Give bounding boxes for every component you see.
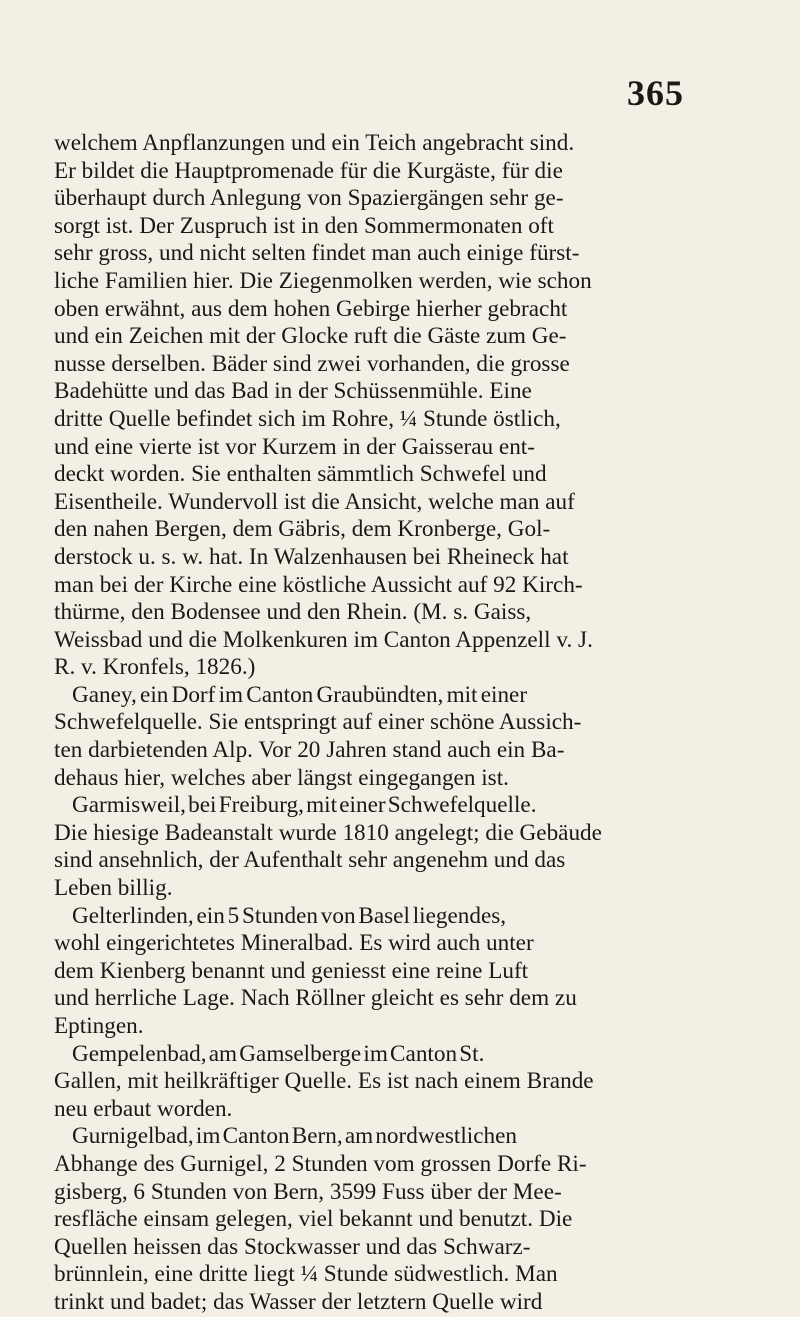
text-line: dritte Quelle befindet sich im Rohre, ¼ Stunde östlich,: [54, 405, 561, 432]
text-line: sehr gross, und nicht selten findet man auch einige fürst-: [54, 240, 580, 267]
text-line: Die hiesige Badeanstalt wurde 1810 angelegt; die Gebäude: [54, 819, 602, 846]
text-line: Schwefelquelle. Sie entspringt auf einer schöne Aussich-: [54, 709, 582, 736]
text-line: trinkt und badet; das Wasser der letztern Quelle wird: [54, 1288, 543, 1315]
text-line: und herrliche Lage. Nach Röllner gleicht es sehr dem zu: [54, 985, 577, 1012]
text-line: dehaus hier, welches aber längst eingegangen ist.: [54, 764, 509, 791]
text-line: gisberg, 6 Stunden von Bern, 3599 Fuss über der Mee-: [54, 1178, 562, 1205]
text-line: liche Familien hier. Die Ziegenmolken werden, wie schon: [54, 267, 592, 294]
text-line: und ein Zeichen mit der Glocke ruft die Gäste zum Ge-: [54, 323, 567, 350]
text-line: oben erwähnt, aus dem hohen Gebirge hierher gebracht: [54, 295, 568, 322]
body-text: [54, 130, 689, 1317]
text-line: Ganey, ein Dorf im Canton Graubündten, mit einer: [72, 681, 528, 708]
text-line: sorgt ist. Der Zuspruch ist in den Sommermonaten oft: [54, 212, 554, 239]
text-line: Eptingen.: [54, 1013, 144, 1039]
text-line: den nahen Bergen, dem Gäbris, dem Kronberge, Gol-: [54, 516, 551, 543]
text-line: Gallen, mit heilkräftiger Quelle. Es ist nach einem Brande: [54, 1068, 594, 1095]
text-line: Garmisweil, bei Freiburg, mit einer Schwefelquelle.: [72, 792, 537, 819]
text-line: R. v. Kronfels, 1826.): [54, 654, 256, 681]
text-line: brünnlein, eine dritte liegt ¼ Stunde südwestlich. Man: [54, 1261, 558, 1288]
text-line: welchem Anpflanzungen und ein Teich angebracht sind.: [54, 130, 575, 156]
text-line: Quellen heissen das Stockwasser und das Schwarz-: [54, 1233, 531, 1260]
text-line: neu erbaut worden.: [54, 1095, 233, 1122]
text-line: Abhange des Gurnigel, 2 Stunden vom grossen Dorfe Ri-: [54, 1150, 587, 1177]
text-line: wohl eingerichtetes Mineralbad. Es wird auch unter: [54, 930, 534, 957]
text-line: nusse derselben. Bäder sind zwei vorhanden, die grosse: [54, 350, 570, 377]
text-line: ten darbietenden Alp. Vor 20 Jahren stand auch ein Ba-: [54, 737, 565, 764]
text-line: Badehütte und das Bad in der Schüssenmühle. Eine: [54, 378, 532, 405]
text-line: Gelterlinden, ein 5 Stunden von Basel liegendes,: [72, 902, 507, 929]
text-line: überhaupt durch Anlegung von Spaziergängen sehr ge-: [54, 185, 564, 212]
text-line: Gurnigelbad, im Canton Bern, am nordwestlichen: [72, 1123, 518, 1150]
text-line: sind ansehnlich, der Aufenthalt sehr angenehm und das: [54, 847, 566, 874]
text-line: Eisentheile. Wundervoll ist die Ansicht, welche man auf: [54, 488, 575, 515]
text-line: und eine vierte ist vor Kurzem in der Gaisserau ent-: [54, 433, 535, 460]
text-line: Er bildet die Hauptpromenade für die Kurgäste, für die: [54, 157, 563, 184]
text-line: resfläche einsam gelegen, viel bekannt und benutzt. Die: [54, 1206, 573, 1233]
text-line: Weissbad und die Molkenkuren im Canton Appenzell v. J.: [54, 626, 593, 653]
page-number: 365: [627, 73, 684, 113]
text-line: dem Kienberg benannt und geniesst eine reine Luft: [54, 957, 529, 984]
text-line: man bei der Kirche eine köstliche Aussicht auf 92 Kirch-: [54, 571, 583, 598]
text-line: Leben billig.: [54, 875, 173, 902]
text-line: Gempelenbad, am Gamselberge im Canton St.: [72, 1040, 485, 1067]
text-line: derstock u. s. w. hat. In Walzenhausen bei Rheineck hat: [54, 543, 569, 570]
text-line: thürme, den Bodensee und den Rhein. (M. s. Gaiss,: [54, 599, 532, 626]
text-line: deckt worden. Sie enthalten sämmtlich Schwefel und: [54, 461, 547, 488]
